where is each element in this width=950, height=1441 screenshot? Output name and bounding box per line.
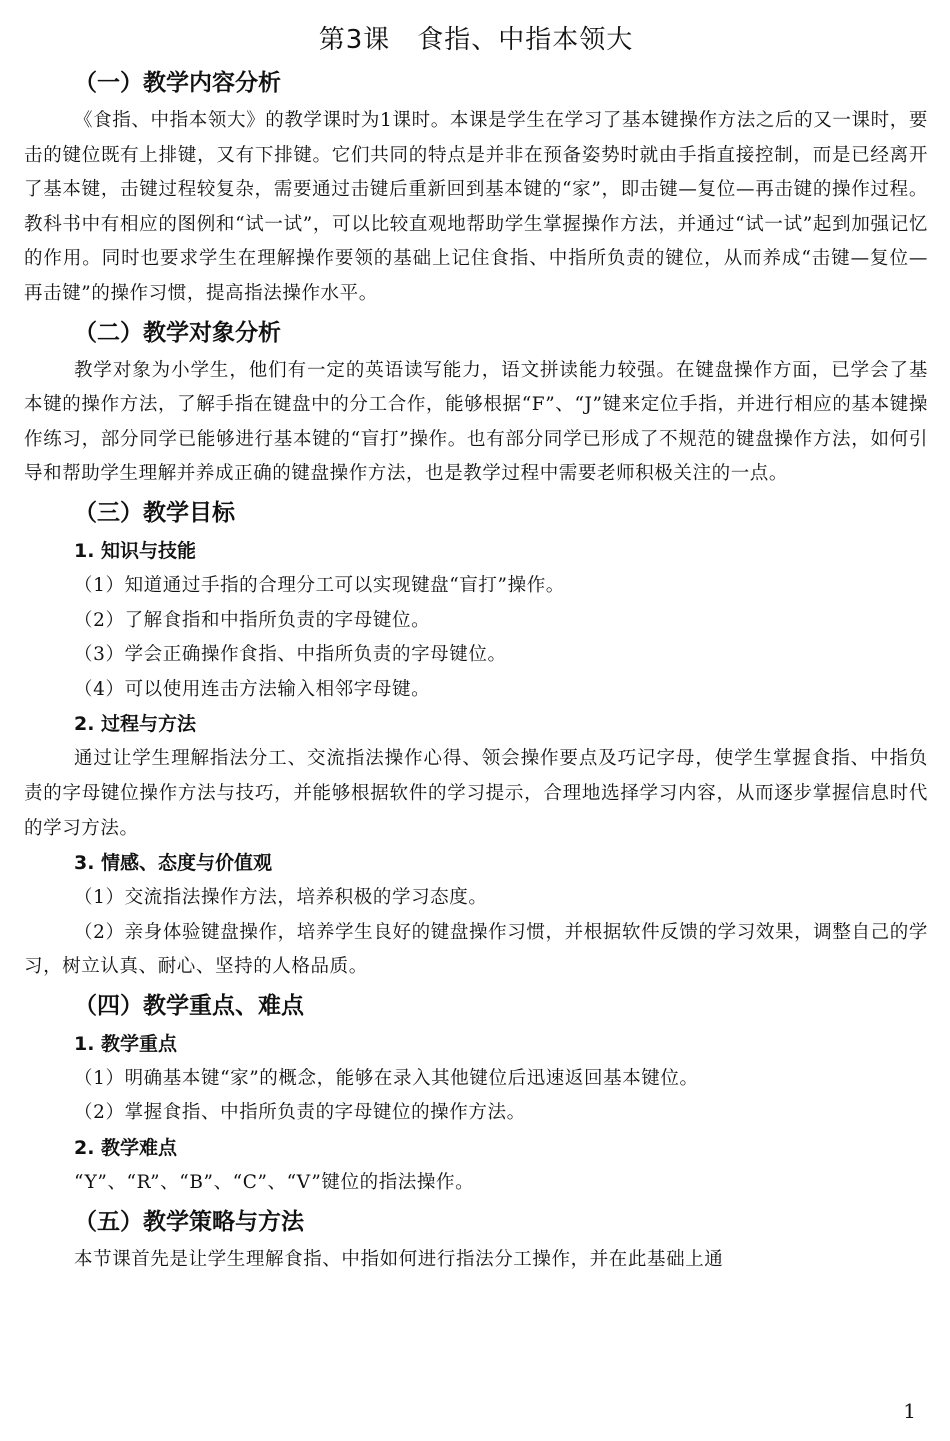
list-item: （4）可以使用连击方法输入相邻字母键。 — [74, 678, 431, 700]
document-page — [24, 18, 928, 1277]
list-item: （1）明确基本键“家”的概念，能够在录入其他键位后迅速返回基本键位。 — [74, 1067, 699, 1089]
difficulty-text: “Y”、“R”、“B”、“C”、“V”键位的指法操作。 — [74, 1172, 475, 1194]
paragraph-process-method: 通过让学生理解指法分工、交流指法操作心得、领会操作要点及巧记字母，使学生掌握食指、中指负责的字母键位操作方法与技巧，并能够根据软件的学习提示，合理地选择学习内容，从而逐步掌握信息时代的学习方法。 — [24, 748, 928, 839]
subheading-teaching-difficulty: 2. 教学难点 — [74, 1137, 178, 1160]
lesson-title: 第3课 食指、中指本领大 — [318, 25, 634, 55]
subheading-teaching-focus: 1. 教学重点 — [74, 1032, 178, 1055]
subheading-process-method: 2. 过程与方法 — [74, 713, 197, 736]
list-item: （2）了解食指和中指所负责的字母键位。 — [74, 609, 431, 631]
list-item: （2）掌握食指、中指所负责的字母键位的操作方法。 — [74, 1102, 526, 1124]
page-number: 1 — [903, 1399, 916, 1423]
section-heading-teaching-goals: （三）教学目标 — [74, 499, 235, 526]
paragraph-student-analysis: 教学对象为小学生，他们有一定的英语读写能力，语文拼读能力较强。在键盘操作方面，已学会了基本键的操作方法，了解手指在键盘中的分工合作，能够根据“F”、“J”键来定位手指，并进行相应的基本键操作练习，部分同学已能够进行基本键的“盲打”操作。也有部分同学已形成了不规范的键盘操作方法，如何引导和帮助学生理解并养成正确的键盘操作方法，也是教学过程中需要老师积极关注的一点。 — [24, 359, 928, 485]
list-item: （1）知道通过手指的合理分工可以实现键盘“盲打”操作。 — [74, 574, 565, 596]
section-heading-content-analysis: （一）教学内容分析 — [74, 70, 281, 96]
list-item: （3）学会正确操作食指、中指所负责的字母键位。 — [74, 644, 507, 666]
section-heading-student-analysis: （二）教学对象分析 — [74, 319, 281, 346]
subheading-knowledge-skills: 1. 知识与技能 — [74, 539, 197, 562]
list-item: （2）亲身体验键盘操作，培养学生良好的键盘操作习惯，并根据软件反馈的学习效果，调整自己的学习，树立认真、耐心、坚持的人格品质。 — [24, 921, 928, 978]
subheading-emotion-values: 3. 情感、态度与价值观 — [74, 852, 273, 875]
section-heading-strategy: （五）教学策略与方法 — [74, 1208, 304, 1235]
paragraph-content-analysis: 《食指、中指本领大》的教学课时为1课时。本课是学生在学习了基本键操作方法之后的又一课时，要击的键位既有上排键，又有下排键。它们共同的特点是并非在预备姿势时就由手指直接控制，而是已经离开了基本键，击键过程较复杂，需要通过击键后重新回到基本键的“家”，即击键—复位—再击键的操作过程。教科书中有相应的图例和“试一试”，可以比较直观地帮助学生掌握操作方法，并通过“试一试”起到加强记忆的作用。同时也要求学生在理解操作要领的基础上记住食指、中指所负责的键位，从而养成“击键—复位—再击键”的操作习惯，提高指法操作水平。 — [24, 110, 928, 304]
list-item: （1）交流指法操作方法，培养积极的学习态度。 — [74, 887, 488, 909]
section-heading-key-points: （四）教学重点、难点 — [74, 992, 304, 1019]
paragraph-strategy: 本节课首先是让学生理解食指、中指如何进行指法分工操作，并在此基础上通 — [74, 1248, 724, 1270]
